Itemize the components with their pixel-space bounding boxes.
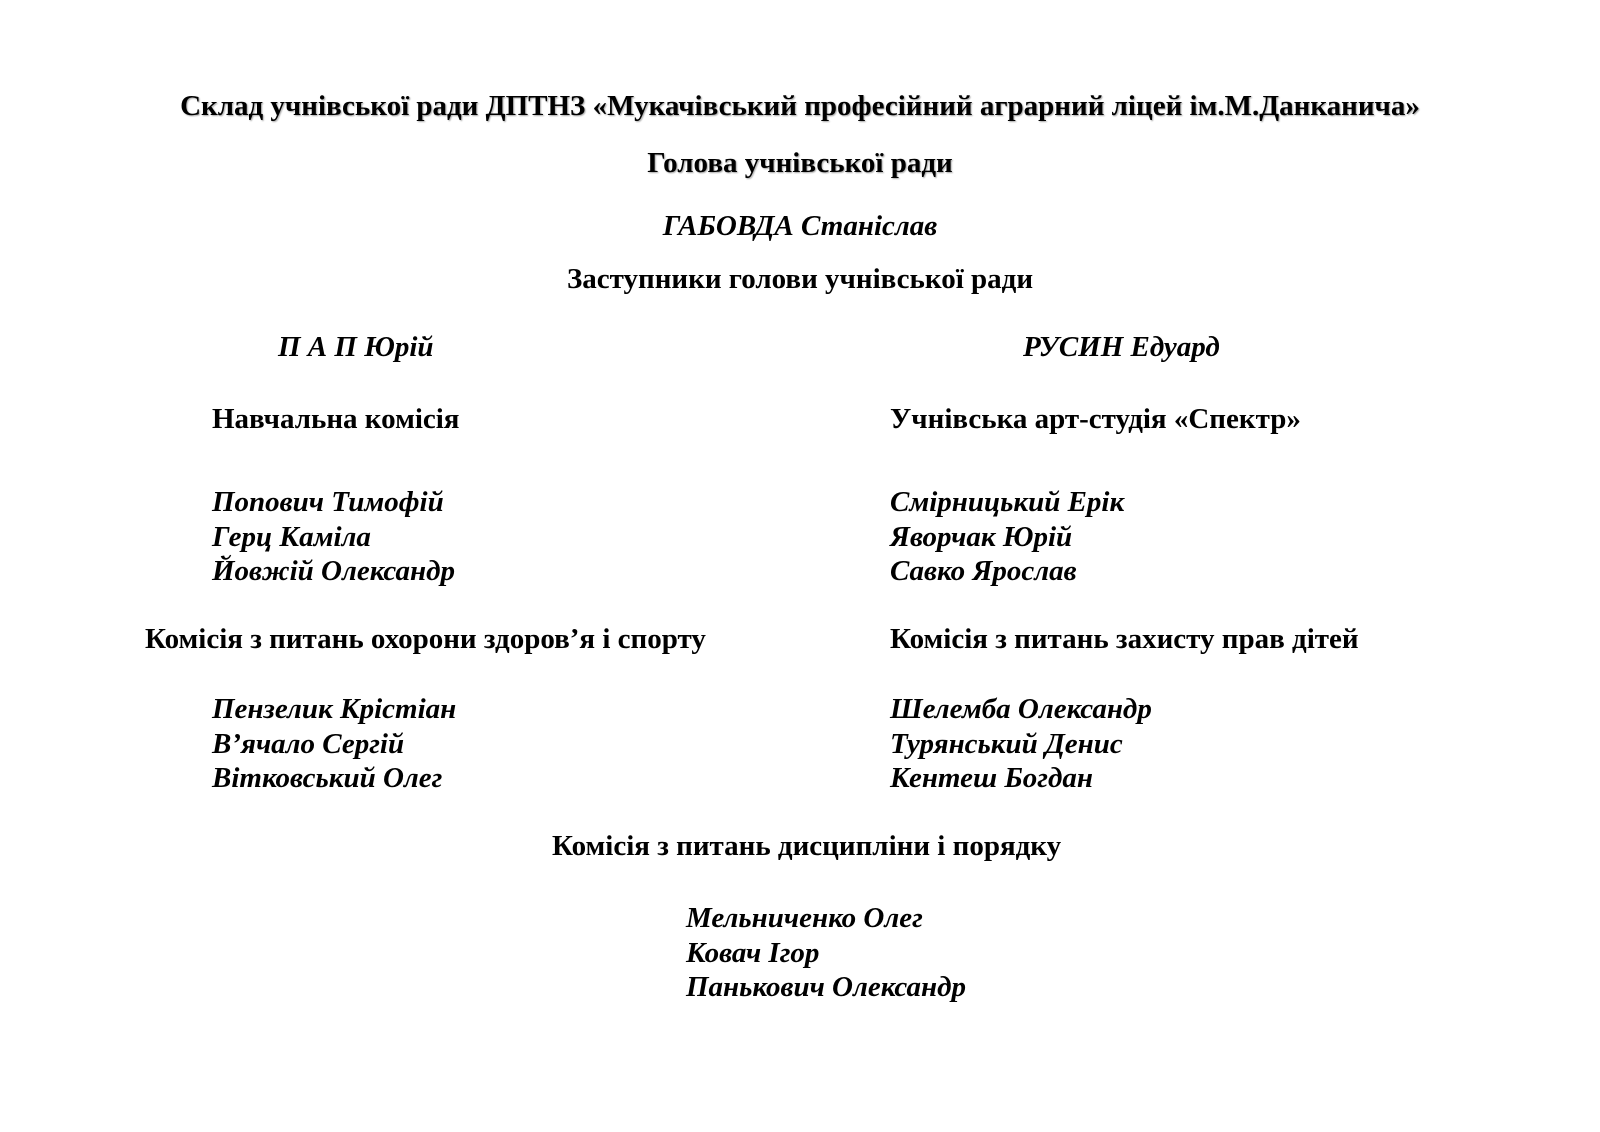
member-list — [890, 692, 1152, 796]
member-name: Пензелик Крістіан — [212, 693, 457, 725]
member-name: Панькович Олександр — [686, 971, 966, 1003]
member-name: Ковач Ігор — [686, 936, 820, 969]
member-name: Попович Тимофій — [212, 486, 444, 518]
deputies-heading: Заступники голови учнівської ради — [566, 263, 1034, 295]
member-name: Яворчак Юрій — [890, 520, 1073, 553]
head-name: ГАБОВДА Станіслав — [662, 210, 938, 242]
head-heading: Голова учнівської ради — [647, 147, 953, 179]
member-name: Савко Ярослав — [890, 555, 1077, 587]
commission-title: Комісія з питань дисципліни і порядку — [552, 830, 1062, 862]
member-list — [890, 485, 1124, 589]
member-list — [686, 901, 966, 1005]
member-name: Кентеш Богдан — [890, 762, 1093, 794]
deputy-name-2: РУСИН Едуард — [1023, 331, 1220, 363]
member-name: Смірницький Ерік — [890, 486, 1125, 518]
member-name: Вітковський Олег — [212, 762, 443, 794]
commission-title: Комісія з питань захисту прав дітей — [890, 623, 1359, 655]
member-list — [212, 692, 456, 796]
commission-title: Учнівська арт-студія «Спектр» — [890, 403, 1301, 435]
commission-title: Навчальна комісія — [212, 403, 460, 435]
commission-title: Комісія з питань охорони здоров’я і спорту — [145, 623, 706, 655]
member-name: Мельниченко Олег — [686, 902, 923, 934]
member-name: Йовжій Олександр — [212, 555, 455, 587]
member-name: Герц Каміла — [212, 520, 371, 553]
document-title: Склад учнівської ради ДПТНЗ «Мукачівський професійний аграрний ліцей ім.М.Данканича» — [180, 90, 1420, 122]
deputy-name-1: П А П Юрій — [278, 331, 434, 363]
member-list — [212, 485, 455, 589]
member-name: В’ячало Сергій — [212, 727, 405, 760]
member-name: Шелемба Олександр — [890, 693, 1152, 725]
member-name: Турянський Денис — [890, 727, 1123, 760]
